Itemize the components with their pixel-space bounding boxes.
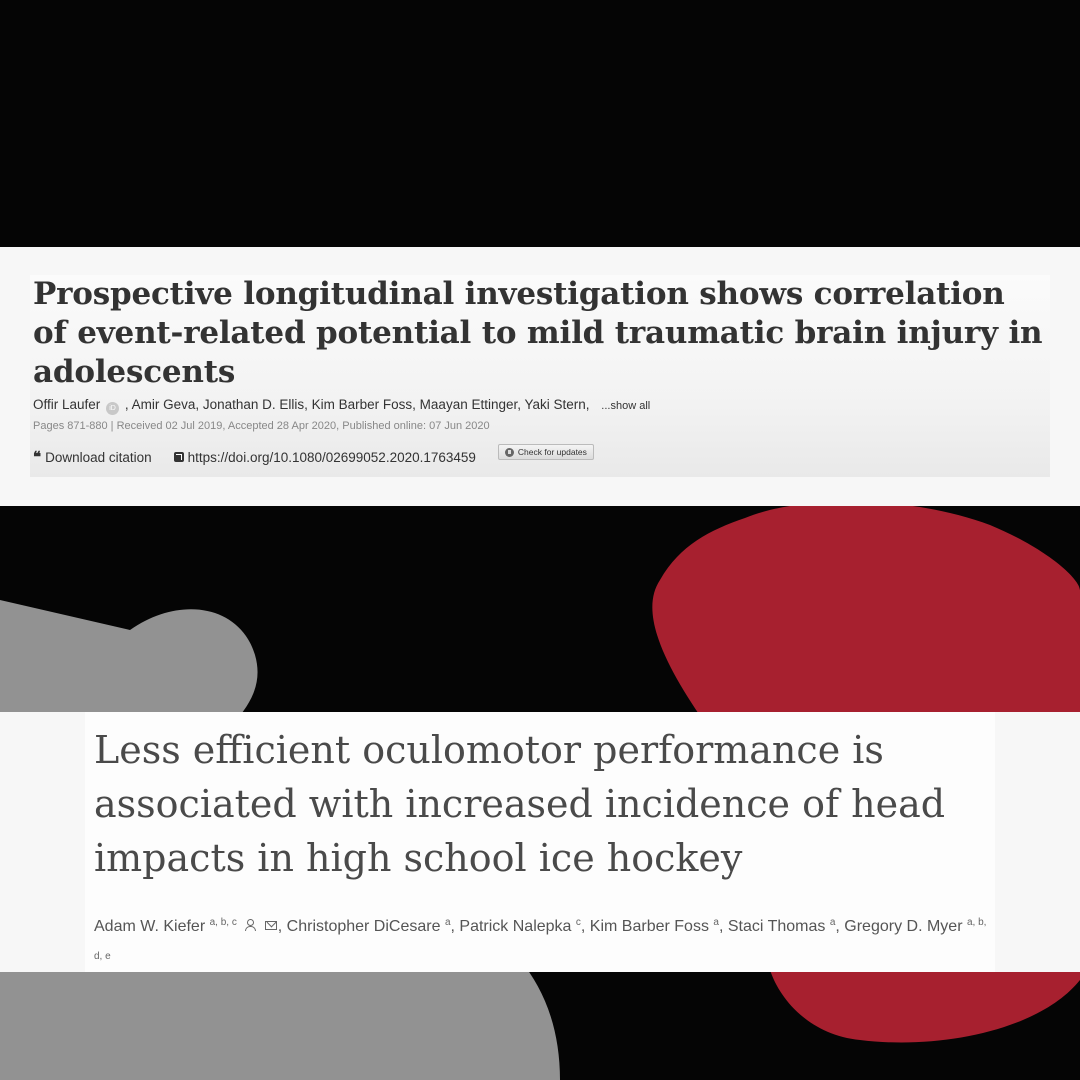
article-card-bottom [0,712,1080,972]
person-icon[interactable] [245,919,255,930]
article-title-top[interactable]: Prospective longitudinal investigation shows correlation of event-related potential to mild traumatic brain injury in adolescents [33,276,1043,390]
mail-icon[interactable] [265,921,277,930]
author-link[interactable]: Gregory D. Myer [844,918,963,935]
orcid-icon[interactable]: iD [106,402,119,415]
author-link[interactable]: Kim Barber Foss [589,918,709,935]
affiliation-sup[interactable]: a [713,917,719,928]
article-header-top [30,275,1050,477]
affiliation-sup[interactable]: a, b, c [209,917,237,928]
author-separator: , [835,918,845,935]
author-list-bottom [94,908,989,976]
download-citation-label: Download citation [45,449,152,465]
author-separator: , [580,918,590,935]
author-link[interactable]: Adam W. Kiefer [94,918,206,935]
article-header-bottom [85,712,995,972]
show-all-link[interactable]: ...show all [601,400,651,412]
author-link[interactable]: Patrick Nalepka [459,918,572,935]
check-updates-label: Check for updates [517,447,587,457]
author-separator: , [718,918,728,935]
affiliation-sup[interactable]: a [829,917,836,928]
affiliation-sup[interactable]: a, b, d, e [94,917,987,962]
check-updates-icon [505,448,514,457]
author-list-top [33,397,650,415]
publication-meta: Pages 871-880 | Received 02 Jul 2019, Accepted 28 Apr 2020, Published online: 07 Jun 2020 [33,420,490,432]
check-updates-button[interactable] [498,444,594,460]
author-link[interactable]: Offir Laufer [33,397,101,412]
author-separator: , [277,918,287,935]
doi-label: https://doi.org/10.1080/02699052.2020.1763459 [187,449,476,465]
author-link[interactable]: Staci Thomas [727,918,826,935]
affiliation-sup[interactable]: a [444,917,451,928]
article-card-top [0,247,1080,506]
download-citation-link[interactable] [33,448,152,466]
external-link-icon [174,452,184,462]
article-title-bottom[interactable]: Less efficient oculomotor performance is associated with increased incidence of head impacts in high school ice hockey [94,728,946,880]
doi-link[interactable] [174,450,476,465]
author-separator: , [450,918,460,935]
quote-icon: ❝ [33,448,42,466]
affiliation-sup[interactable]: c [575,917,581,928]
article-tools [33,448,594,466]
author-list-rest[interactable]: , Amir Geva, Jonathan D. Ellis, Kim Barber Foss, Maayan Ettinger, Yaki Stern, [124,397,590,412]
author-link[interactable]: Christopher DiCesare [286,918,441,935]
